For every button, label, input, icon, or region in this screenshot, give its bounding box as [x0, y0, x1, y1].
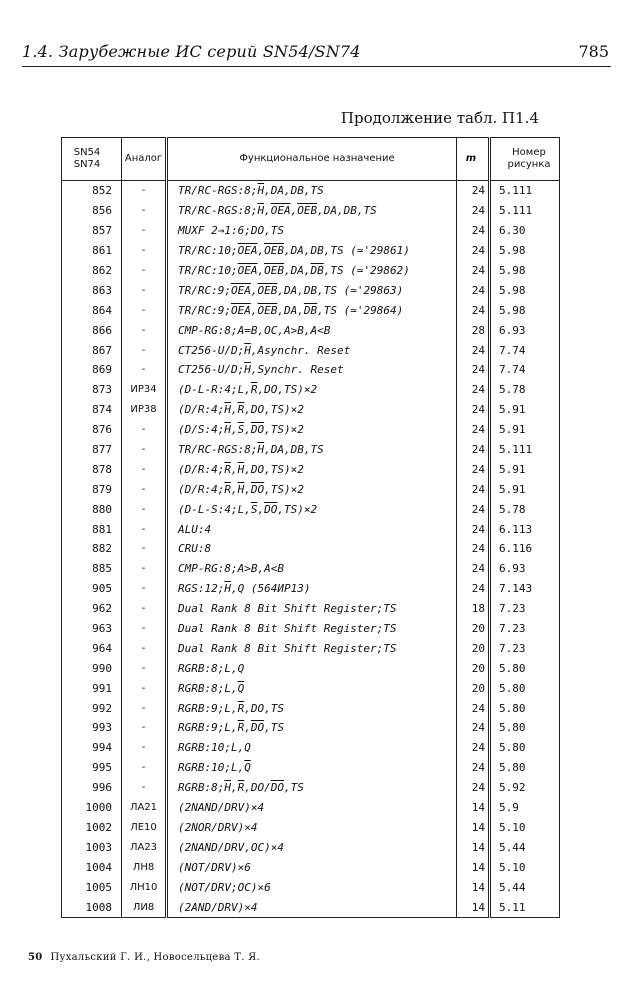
cell-analog: -	[122, 738, 167, 758]
cell-sn: 995	[62, 758, 122, 778]
cell-m: 24	[457, 241, 490, 261]
table-row	[62, 818, 560, 838]
col-header-function: Функциональное назначение	[167, 138, 457, 181]
table-row	[62, 579, 560, 599]
cell-figure: 5.44	[490, 837, 560, 857]
cell-figure: 5.98	[490, 300, 560, 320]
cell-sn: 880	[62, 499, 122, 519]
ic-table	[61, 137, 560, 918]
table-row	[62, 798, 560, 818]
cell-function: $(D/R:4;\overline{R},\overline{H},\overline{DO},TS)\times 2$	[167, 479, 457, 499]
cell-m: 24	[457, 758, 490, 778]
table-row	[62, 539, 560, 559]
cell-function: $RGS:12;\overline{H},Q$ (564ИР13)	[167, 579, 457, 599]
cell-sn: 990	[62, 658, 122, 678]
table-continuation-caption: Продолжение табл. П1.4	[340, 109, 539, 127]
cell-analog: ЛН10	[122, 877, 167, 897]
table-row	[62, 857, 560, 877]
table-row	[62, 201, 560, 221]
cell-function: CMP-RG:8;A=B,OC,A>B,A<B	[167, 320, 457, 340]
cell-m: 24	[457, 479, 490, 499]
cell-function: Dual Rank 8 Bit Shift Register;TS	[167, 619, 457, 639]
cell-function: MUXF 2→1:6;DO,TS	[167, 221, 457, 241]
cell-sn: 877	[62, 440, 122, 460]
cell-figure: 5.80	[490, 718, 560, 738]
cell-analog: ЛН8	[122, 857, 167, 877]
cell-analog: -	[122, 638, 167, 658]
cell-analog: -	[122, 241, 167, 261]
cell-m: 24	[457, 400, 490, 420]
cell-figure: 6.93	[490, 320, 560, 340]
cell-sn: 852	[62, 181, 122, 201]
cell-figure: 5.78	[490, 380, 560, 400]
cell-figure: 6.30	[490, 221, 560, 241]
table-row	[62, 499, 560, 519]
cell-sn: 873	[62, 380, 122, 400]
cell-function: (2AND/DRV)×4	[167, 897, 457, 917]
cell-m: 24	[457, 181, 490, 201]
table-row	[62, 340, 560, 360]
table-row	[62, 619, 560, 639]
cell-analog: ЛА23	[122, 837, 167, 857]
cell-analog: -	[122, 579, 167, 599]
cell-analog: -	[122, 479, 167, 499]
cell-figure: 5.98	[490, 261, 560, 281]
cell-figure: 7.74	[490, 360, 560, 380]
cell-sn: 964	[62, 638, 122, 658]
cell-analog: -	[122, 619, 167, 639]
cell-analog: -	[122, 201, 167, 221]
cell-figure: 5.91	[490, 459, 560, 479]
cell-m: 14	[457, 877, 490, 897]
cell-function: Dual Rank 8 Bit Shift Register;TS	[167, 638, 457, 658]
cell-analog: -	[122, 320, 167, 340]
table-row	[62, 519, 560, 539]
cell-m: 24	[457, 380, 490, 400]
cell-m: 24	[457, 738, 490, 758]
cell-figure: 5.80	[490, 658, 560, 678]
cell-function: $TR/RC-RGS:8;\overline{H},DA,DB,TS$	[167, 181, 457, 201]
cell-m: 24	[457, 340, 490, 360]
cell-sn: 882	[62, 539, 122, 559]
cell-figure: 7.23	[490, 638, 560, 658]
cell-figure: 5.111	[490, 201, 560, 221]
table-row	[62, 261, 560, 281]
cell-m: 14	[457, 798, 490, 818]
col-header-sn	[62, 138, 122, 181]
cell-m: 24	[457, 698, 490, 718]
table-row	[62, 718, 560, 738]
cell-analog: ИР38	[122, 400, 167, 420]
cell-m: 24	[457, 778, 490, 798]
cell-m: 24	[457, 440, 490, 460]
cell-function: $(D/R:4;\overline{H},\overline{R},DO,TS)\times 2$	[167, 400, 457, 420]
cell-sn: 1000	[62, 798, 122, 818]
cell-sn: 963	[62, 619, 122, 639]
table-row	[62, 738, 560, 758]
cell-analog: -	[122, 519, 167, 539]
cell-m: 20	[457, 658, 490, 678]
table-row	[62, 479, 560, 499]
cell-function: $RGRB:9;L,\overline{R},\overline{DO},TS$	[167, 718, 457, 738]
page-number: 785	[578, 42, 609, 61]
cell-m: 18	[457, 599, 490, 619]
cell-figure: 5.92	[490, 778, 560, 798]
cell-sn: 885	[62, 559, 122, 579]
table-row	[62, 599, 560, 619]
cell-figure: 5.78	[490, 499, 560, 519]
table-row	[62, 837, 560, 857]
cell-m: 14	[457, 818, 490, 838]
cell-function: (2NOR/DRV)×4	[167, 818, 457, 838]
cell-sn: 991	[62, 678, 122, 698]
footer-page-number: 50	[28, 952, 43, 963]
cell-sn: 1004	[62, 857, 122, 877]
cell-figure: 5.80	[490, 678, 560, 698]
table-row	[62, 280, 560, 300]
cell-figure: 7.143	[490, 579, 560, 599]
cell-analog: -	[122, 340, 167, 360]
cell-figure: 6.113	[490, 519, 560, 539]
cell-analog: ЛА21	[122, 798, 167, 818]
running-header	[22, 40, 611, 67]
cell-figure: 5.44	[490, 877, 560, 897]
cell-m: 24	[457, 519, 490, 539]
cell-sn: 861	[62, 241, 122, 261]
footer-authors: Пухальский Г. И., Новосельцева Т. Я.	[50, 952, 261, 963]
cell-analog: -	[122, 181, 167, 201]
cell-m: 24	[457, 261, 490, 281]
cell-sn: 905	[62, 579, 122, 599]
cell-m: 20	[457, 619, 490, 639]
cell-sn: 992	[62, 698, 122, 718]
cell-function: $TR/RC:9;\overline{OEA},\overline{OEB},DA,\overline{DB},TS$ (≃'29864)	[167, 300, 457, 320]
cell-figure: 7.23	[490, 619, 560, 639]
cell-sn: 862	[62, 261, 122, 281]
cell-figure: 5.111	[490, 181, 560, 201]
cell-analog: -	[122, 778, 167, 798]
cell-figure: 6.93	[490, 559, 560, 579]
cell-function: CMP-RG:8;A>B,A<B	[167, 559, 457, 579]
cell-m: 24	[457, 201, 490, 221]
cell-sn: 874	[62, 400, 122, 420]
cell-function: (NOT/DRV;OC)×6	[167, 877, 457, 897]
cell-m: 24	[457, 718, 490, 738]
cell-sn: 1003	[62, 837, 122, 857]
cell-analog: -	[122, 300, 167, 320]
cell-m: 24	[457, 300, 490, 320]
table-row	[62, 221, 560, 241]
cell-sn: 879	[62, 479, 122, 499]
cell-function: RGRB:10;L,Q	[167, 738, 457, 758]
cell-m: 14	[457, 857, 490, 877]
cell-function: $TR/RC:9;\overline{OEA},\overline{OEB},DA,DB,TS$ (≃'29863)	[167, 280, 457, 300]
cell-figure: 5.91	[490, 400, 560, 420]
cell-analog: ЛИ8	[122, 897, 167, 917]
cell-function: $CT256-U/D;\overline{H},Synchr$. Reset	[167, 360, 457, 380]
col-header-figure-line2: рисунка	[507, 159, 551, 170]
page-footer	[28, 952, 260, 963]
cell-function: $RGRB:8;\overline{H},\overline{R},DO/\overline{DO},TS$	[167, 778, 457, 798]
cell-function: $(D/S:4;\overline{H},\overline{S},\overline{DO},TS)\times 2$	[167, 420, 457, 440]
table-row	[62, 877, 560, 897]
cell-figure: 5.91	[490, 420, 560, 440]
cell-analog: -	[122, 758, 167, 778]
cell-sn: 1005	[62, 877, 122, 897]
table-row	[62, 658, 560, 678]
cell-analog: -	[122, 658, 167, 678]
cell-function: $RGRB:10;L,\overline{Q}$	[167, 758, 457, 778]
table-row	[62, 181, 560, 201]
cell-analog: -	[122, 280, 167, 300]
table-row	[62, 778, 560, 798]
table-row	[62, 380, 560, 400]
cell-sn: 996	[62, 778, 122, 798]
table-row	[62, 300, 560, 320]
table-row	[62, 241, 560, 261]
cell-m: 24	[457, 420, 490, 440]
cell-function: (2NAND/DRV,OC)×4	[167, 837, 457, 857]
cell-sn: 878	[62, 459, 122, 479]
cell-sn: 994	[62, 738, 122, 758]
cell-analog: -	[122, 718, 167, 738]
cell-analog: -	[122, 559, 167, 579]
cell-analog: ЛЕ10	[122, 818, 167, 838]
cell-m: 14	[457, 897, 490, 917]
table-row	[62, 638, 560, 658]
cell-function: $TR/RC:10;\overline{OEA},\overline{OEB},DA,DB,TS$ (≃'29861)	[167, 241, 457, 261]
col-header-sn54: SN54	[73, 147, 101, 158]
cell-function: $(D-L-R:4;L,\overline{R},DO,TS)\times 2$	[167, 380, 457, 400]
cell-function: $TR/RC-RGS:8;\overline{H},DA,DB,TS$	[167, 440, 457, 460]
cell-sn: 876	[62, 420, 122, 440]
cell-analog: -	[122, 360, 167, 380]
cell-sn: 993	[62, 718, 122, 738]
table-row	[62, 559, 560, 579]
cell-sn: 1008	[62, 897, 122, 917]
section-title: 1.4. Зарубежные ИС серий SN54/SN74	[22, 42, 361, 61]
cell-m: 24	[457, 459, 490, 479]
cell-function: $RGRB:8;L,\overline{Q}$	[167, 678, 457, 698]
cell-function: $(D/R:4;\overline{R},\overline{H},DO,TS)\times 2$	[167, 459, 457, 479]
col-header-figure	[490, 138, 560, 181]
col-header-sn74: SN74	[73, 159, 101, 170]
cell-figure: 7.23	[490, 599, 560, 619]
table-row	[62, 758, 560, 778]
table-row	[62, 440, 560, 460]
table-row	[62, 400, 560, 420]
cell-sn: 864	[62, 300, 122, 320]
cell-sn: 867	[62, 340, 122, 360]
col-header-figure-line1: Номер	[512, 147, 546, 158]
cell-m: 24	[457, 559, 490, 579]
cell-function: $TR/RC:10;\overline{OEA},\overline{OEB},DA,\overline{DB},TS$ (≃'29862)	[167, 261, 457, 281]
cell-figure: 5.98	[490, 280, 560, 300]
table-row	[62, 320, 560, 340]
cell-sn: 863	[62, 280, 122, 300]
cell-analog: ИР34	[122, 380, 167, 400]
cell-analog: -	[122, 678, 167, 698]
cell-function: $RGRB:9;L,\overline{R},DO,TS$	[167, 698, 457, 718]
cell-sn: 866	[62, 320, 122, 340]
table-row	[62, 897, 560, 917]
cell-sn: 881	[62, 519, 122, 539]
cell-figure: 7.74	[490, 340, 560, 360]
cell-analog: -	[122, 420, 167, 440]
cell-figure: 5.9	[490, 798, 560, 818]
cell-function: $TR/RC-RGS:8;\overline{H},\overline{OEA},\overline{OEB},DA,DB,TS$	[167, 201, 457, 221]
cell-m: 20	[457, 638, 490, 658]
cell-analog: -	[122, 221, 167, 241]
cell-sn: 857	[62, 221, 122, 241]
cell-function: $(D-L-S:4;L,\overline{S},\overline{DO},TS)\times 2$	[167, 499, 457, 519]
table-row	[62, 360, 560, 380]
cell-m: 24	[457, 360, 490, 380]
cell-figure: 6.116	[490, 539, 560, 559]
cell-m: 20	[457, 678, 490, 698]
table-header-row	[62, 138, 560, 181]
cell-function: (NOT/DRV)×6	[167, 857, 457, 877]
cell-function: $CT256-U/D;\overline{H},Asynchr$. Reset	[167, 340, 457, 360]
cell-m: 28	[457, 320, 490, 340]
table-row	[62, 678, 560, 698]
cell-figure: 5.91	[490, 479, 560, 499]
cell-m: 24	[457, 499, 490, 519]
cell-analog: -	[122, 539, 167, 559]
cell-analog: -	[122, 459, 167, 479]
cell-sn: 869	[62, 360, 122, 380]
cell-figure: 5.80	[490, 758, 560, 778]
table-row	[62, 420, 560, 440]
cell-function: Dual Rank 8 Bit Shift Register;TS	[167, 599, 457, 619]
cell-analog: -	[122, 499, 167, 519]
cell-figure: 5.10	[490, 818, 560, 838]
cell-figure: 5.80	[490, 738, 560, 758]
col-header-m: m	[457, 138, 490, 181]
cell-m: 24	[457, 579, 490, 599]
cell-function: RGRB:8;L,Q	[167, 658, 457, 678]
cell-sn: 856	[62, 201, 122, 221]
cell-figure: 5.111	[490, 440, 560, 460]
cell-analog: -	[122, 599, 167, 619]
cell-analog: -	[122, 698, 167, 718]
cell-analog: -	[122, 440, 167, 460]
cell-sn: 1002	[62, 818, 122, 838]
cell-figure: 5.11	[490, 897, 560, 917]
table-row	[62, 459, 560, 479]
col-header-analog: Аналог	[122, 138, 167, 181]
cell-m: 24	[457, 280, 490, 300]
cell-function: CRU:8	[167, 539, 457, 559]
cell-m: 24	[457, 221, 490, 241]
cell-analog: -	[122, 261, 167, 281]
cell-sn: 962	[62, 599, 122, 619]
cell-m: 24	[457, 539, 490, 559]
cell-figure: 5.10	[490, 857, 560, 877]
cell-figure: 5.80	[490, 698, 560, 718]
cell-m: 14	[457, 837, 490, 857]
cell-function: ALU:4	[167, 519, 457, 539]
table-row	[62, 698, 560, 718]
cell-figure: 5.98	[490, 241, 560, 261]
cell-function: (2NAND/DRV)×4	[167, 798, 457, 818]
